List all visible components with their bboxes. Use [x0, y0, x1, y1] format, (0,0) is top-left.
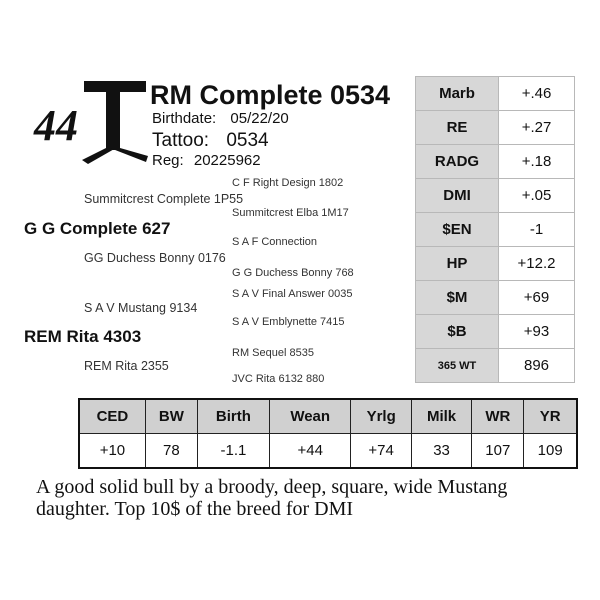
epd-cell: +10 — [79, 434, 145, 469]
epd-value: +.18 — [499, 145, 575, 179]
epd-value: +.46 — [499, 77, 575, 111]
pedigree-sire-dam: GG Duchess Bonny 0176 — [84, 251, 226, 265]
bottom-epd-table — [78, 398, 578, 469]
pedigree-dam: REM Rita 4303 — [24, 327, 142, 346]
lot-comment: A good solid bull by a broody, deep, square, wide Mustang daughter. Top 10$ of the breed for DMI — [36, 476, 508, 520]
epd-label: $B — [416, 315, 499, 349]
epd-row — [416, 145, 575, 179]
epd-cell: +44 — [269, 434, 351, 469]
epd-row — [416, 213, 575, 247]
epd-label: 365 WT — [416, 349, 499, 383]
epd-value: +12.2 — [499, 247, 575, 281]
epd-row — [416, 315, 575, 349]
epd-label: HP — [416, 247, 499, 281]
epd-header: Birth — [197, 399, 269, 434]
brand-mark-icon — [80, 78, 150, 168]
pedigree-sire-dam-sire: S A F Connection — [232, 236, 317, 248]
birthdate-line — [152, 110, 289, 127]
epd-cell: 33 — [411, 434, 471, 469]
epd-row — [416, 179, 575, 213]
epd-header: Yrlg — [351, 399, 411, 434]
epd-header: Wean — [269, 399, 351, 434]
pedigree-dam-sire: S A V Mustang 9134 — [84, 301, 198, 315]
epd-header: YR — [524, 399, 577, 434]
reg-line — [152, 152, 261, 169]
epd-header: WR — [472, 399, 524, 434]
epd-label: RADG — [416, 145, 499, 179]
lot-number: 44 — [34, 101, 78, 150]
birthdate-label: Birthdate: — [152, 110, 217, 127]
pedigree-dam-sire-dam: S A V Emblynette 7415 — [232, 316, 345, 328]
reg-value: 20225962 — [193, 152, 261, 169]
epd-header: CED — [79, 399, 145, 434]
epd-value: +.27 — [499, 111, 575, 145]
epd-header: BW — [145, 399, 197, 434]
epd-label: Marb — [416, 77, 499, 111]
pedigree-sire-sire-sire: C F Right Design 1802 — [232, 177, 344, 189]
reg-label: Reg: — [152, 152, 184, 169]
epd-row — [416, 247, 575, 281]
epd-row — [416, 111, 575, 145]
pedigree-dam-sire-sire: S A V Final Answer 0035 — [232, 288, 353, 300]
tattoo-value: 0534 — [226, 130, 269, 151]
animal-name: RM Complete 0534 — [150, 80, 391, 110]
epd-row — [416, 349, 575, 383]
epd-label: DMI — [416, 179, 499, 213]
epd-row — [416, 77, 575, 111]
bottom-epd-value-row — [79, 434, 577, 469]
pedigree-sire-sire: Summitcrest Complete 1P55 — [84, 192, 244, 206]
epd-row — [416, 281, 575, 315]
pedigree-dam-dam: REM Rita 2355 — [84, 359, 169, 373]
epd-cell: 78 — [145, 434, 197, 469]
epd-cell: 107 — [472, 434, 524, 469]
pedigree-dam-dam-sire: RM Sequel 8535 — [232, 347, 314, 359]
epd-label: RE — [416, 111, 499, 145]
epd-value: -1 — [499, 213, 575, 247]
pedigree-sire: G G Complete 627 — [24, 219, 171, 238]
epd-cell: -1.1 — [197, 434, 269, 469]
epd-header: Milk — [411, 399, 471, 434]
epd-value: +.05 — [499, 179, 575, 213]
birthdate-value: 05/22/20 — [230, 110, 289, 127]
pedigree-dam-dam-dam: JVC Rita 6132 880 — [232, 373, 325, 385]
epd-label: $EN — [416, 213, 499, 247]
pedigree-sire-sire-dam: Summitcrest Elba 1M17 — [232, 207, 349, 219]
epd-value: 896 — [499, 349, 575, 383]
tattoo-label: Tattoo: — [152, 130, 210, 151]
epd-label: $M — [416, 281, 499, 315]
bottom-epd-header-row — [79, 399, 577, 434]
pedigree-sire-dam-dam: G G Duchess Bonny 768 — [232, 267, 354, 279]
epd-cell: +74 — [351, 434, 411, 469]
tattoo-line — [152, 130, 269, 152]
side-epd-table — [415, 76, 575, 383]
epd-cell: 109 — [524, 434, 577, 469]
epd-value: +93 — [499, 315, 575, 349]
epd-value: +69 — [499, 281, 575, 315]
